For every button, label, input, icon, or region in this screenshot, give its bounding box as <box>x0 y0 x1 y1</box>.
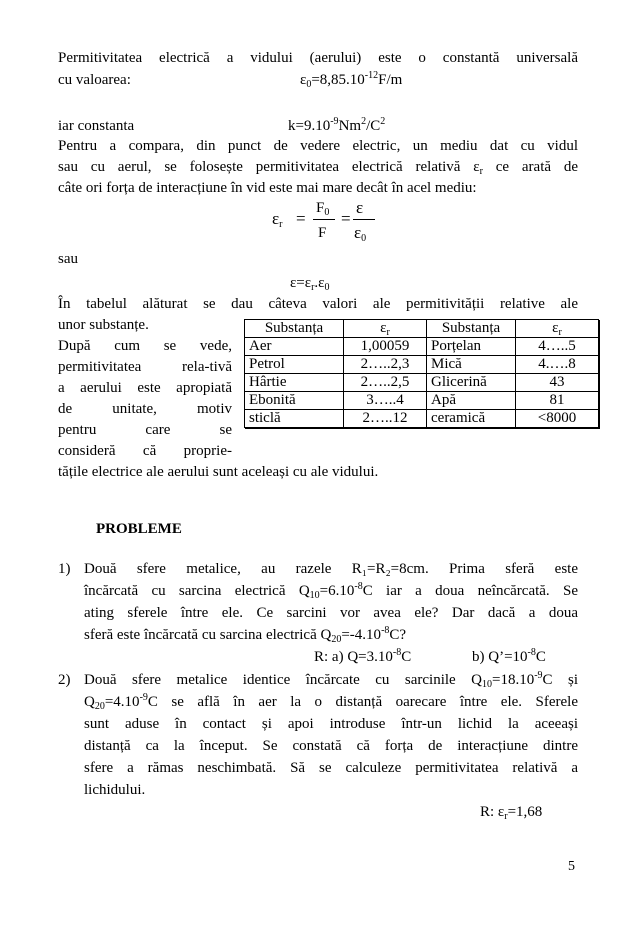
sau-text: sau <box>58 251 78 267</box>
formula-num-1: $F_0$ <box>316 200 330 218</box>
formula-lhs: $\varepsilon_r$ <box>272 209 283 230</box>
formula-eq-1: = <box>296 209 306 228</box>
table-intro-line-2: unor substanțe. <box>58 317 149 333</box>
table-cell: 4…..5 <box>516 338 599 356</box>
problem-2-answer: R: $\varepsilon_r=1,68$ <box>480 804 543 822</box>
side-line-1: După cum se vede, <box>58 338 232 354</box>
problems-heading: PROBLEME <box>96 521 182 537</box>
side-line-4: de unitate, motiv <box>58 401 232 417</box>
intro-line-2: cu valoarea: <box>58 72 131 88</box>
formula-2: $\varepsilon=\varepsilon_r.\varepsilon_0$ <box>290 275 330 293</box>
problem-2-line-1: Două sfere metalice identice încărcate cu sarcinile $Q_{10}=18.10^{-9}C$ și <box>84 670 579 690</box>
epsilon0-value: $\varepsilon_0=8,85.10^{-12}F/m$ <box>300 70 403 90</box>
header-substance-1: Substanța <box>245 320 344 338</box>
table-cell: 43 <box>516 374 599 392</box>
table-cell: Ebonită <box>245 392 344 410</box>
intro-para-2: sau cu aerul, se folosește permitivitatea electrică relativă $\varepsilon_r$ ce arată de <box>58 159 578 177</box>
problem-1-answer-b: b) $Q’=10^{-8}C$ <box>472 647 546 665</box>
fraction-bar-2 <box>353 219 375 220</box>
formula-den-1: F <box>318 225 327 241</box>
k-value: $k=9.10^{-9}Nm^2/C^2$ <box>288 116 386 134</box>
fraction-bar-1 <box>313 219 335 220</box>
table-cell: Apă <box>427 392 516 410</box>
table-intro-after: tățile electrice ale aerului sunt aceleași cu ale vidului. <box>58 464 379 480</box>
table-cell: sticlă <box>245 410 344 428</box>
side-line-3: a aerului este apropiată <box>58 380 232 396</box>
k-label: iar constanta <box>58 118 135 134</box>
table-cell: Porțelan <box>427 338 516 356</box>
problem-1-number: 1) <box>58 561 71 577</box>
formula-eq-2: = <box>341 209 351 228</box>
table-cell: 2…..2,5 <box>344 374 427 392</box>
problem-1-line-1: Două sfere metalice, au razele R₁=R₂=8cm. Prima sferă este <box>84 561 578 577</box>
problem-1-line-3: ating sferele între ele. Ce sarcini vor avea ele? Dar dacă a doua <box>84 605 578 621</box>
table-cell: Petrol <box>245 356 344 374</box>
table-cell: 2…..2,3 <box>344 356 427 374</box>
table-row <box>245 374 599 392</box>
problem-1-line-2: încărcată cu sarcina electrică $Q_{10}=6.10^{-8}C$ iar a doua neîncărcată. Se <box>84 581 578 601</box>
header-substance-2: Substanța <box>427 320 516 338</box>
table-row <box>245 338 599 356</box>
header-epsilon-2: $\varepsilon_r$ <box>516 320 599 338</box>
problem-1-answer-a: R: a) $Q=3.10^{-8}C$ <box>314 647 412 665</box>
table-cell: <8000 <box>516 410 599 428</box>
table-intro-line-1: În tabelul alăturat se dau câteva valori ale permitivității relative ale <box>58 296 578 312</box>
table-header-row <box>245 320 599 338</box>
table-row <box>245 356 599 374</box>
header-epsilon-1: $\varepsilon_r$ <box>344 320 427 338</box>
table-cell: 2…..12 <box>344 410 427 428</box>
side-line-5: pentru care se <box>58 422 232 438</box>
intro-line-1: Permitivitatea electrică a vidului (aerului) este o constantă universală <box>58 50 578 66</box>
problem-2-line-3: sunt aduse în contact și apoi introduse într-un lichid la aceeași <box>84 716 578 732</box>
page-number: 5 <box>568 859 575 874</box>
table-cell: Aer <box>245 338 344 356</box>
problem-2-line-5: sfere a rămas neschimbată. Să se calculeze permitivitatea relativă a <box>84 760 578 776</box>
side-line-6: consideră că proprie- <box>58 443 232 459</box>
table-cell: Glicerină <box>427 374 516 392</box>
table-cell: 3…..4 <box>344 392 427 410</box>
permittivity-table <box>244 319 599 428</box>
table-cell: 4.….8 <box>516 356 599 374</box>
problem-1-line-4: sferă este încărcată cu sarcina electrică $Q_{20}=-4.10^{-8}C$? <box>84 625 407 645</box>
table-row <box>245 392 599 410</box>
table-cell: 1,00059 <box>344 338 427 356</box>
problem-2-line-2: $Q_{20}=4.10^{-9}C$ se află în aer la o distanță oarecare între ele. Sferele <box>84 692 578 712</box>
table-cell: Hârtie <box>245 374 344 392</box>
intro-para-1: Pentru a compara, din punct de vedere electric, un mediu dat cu vidul <box>58 138 578 154</box>
formula-num-2: ε <box>356 198 364 217</box>
intro-para-3: câte ori forța de interacțiune în vid este mai mare decât în acel mediu: <box>58 180 477 196</box>
table-row <box>245 410 599 428</box>
side-line-2: permitivitatea rela-tivă <box>58 359 232 375</box>
problem-2-number: 2) <box>58 672 71 688</box>
problem-2-line-6: lichidului. <box>84 782 146 798</box>
problem-2-line-4: distanță ca la început. Se constată că forța de interacțiune dintre <box>84 738 578 754</box>
table-cell: Mică <box>427 356 516 374</box>
table-cell: 81 <box>516 392 599 410</box>
formula-den-2: $\varepsilon_0$ <box>354 223 367 244</box>
table-cell: ceramică <box>427 410 516 428</box>
